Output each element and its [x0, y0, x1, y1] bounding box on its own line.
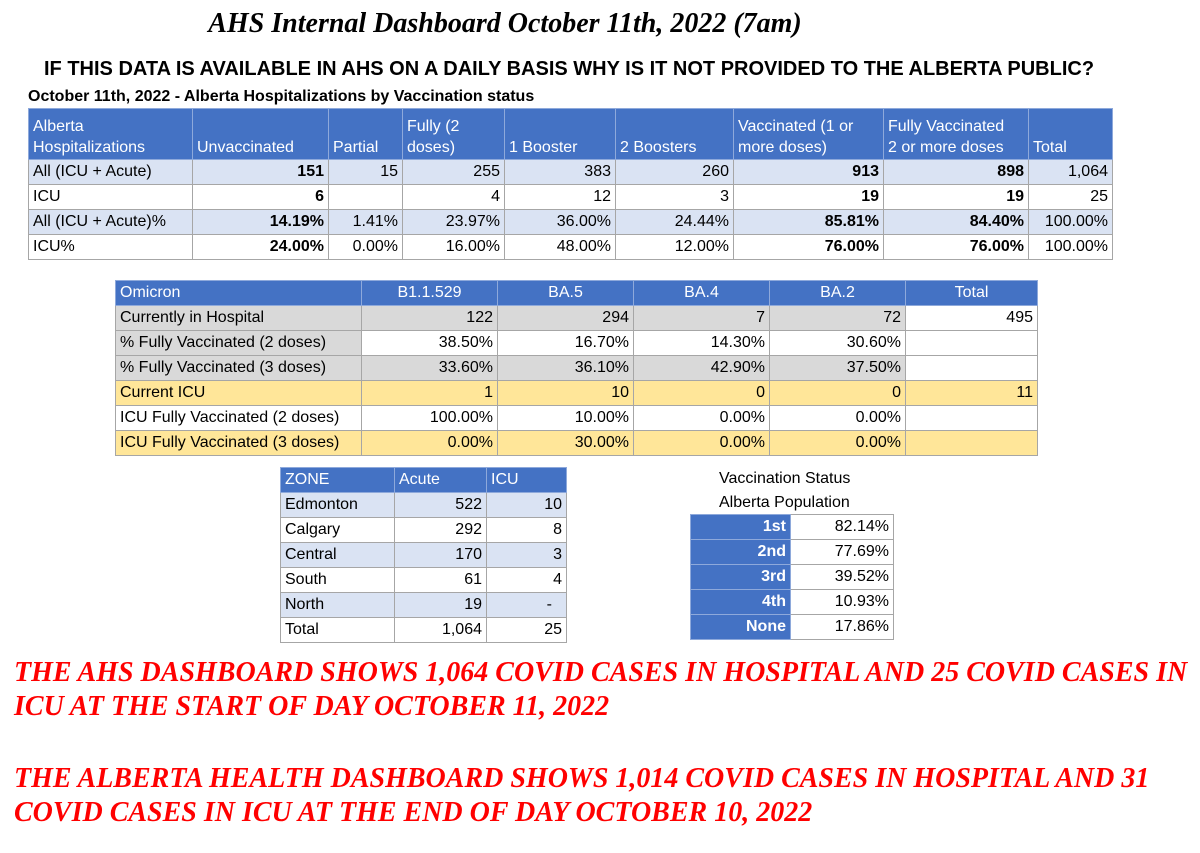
table-row: [116, 356, 1038, 381]
row-label: Central: [281, 543, 395, 568]
table-cell: 3: [616, 185, 734, 210]
table-row: [116, 381, 1038, 406]
table-cell: 170: [395, 543, 487, 568]
table-cell: 1.41%: [329, 210, 403, 235]
dose-label: 4th: [691, 590, 791, 615]
table-cell: 37.50%: [770, 356, 906, 381]
column-header: ZONE: [281, 468, 395, 493]
table-cell: 8: [487, 518, 567, 543]
table-cell: 25: [1029, 185, 1113, 210]
column-header: 1 Booster: [505, 109, 616, 160]
table-row: [116, 406, 1038, 431]
column-header: Total: [906, 281, 1038, 306]
table-cell: 10: [487, 493, 567, 518]
row-label: % Fully Vaccinated (3 doses): [116, 356, 362, 381]
column-header: Acute: [395, 468, 487, 493]
table-cell: 6: [193, 185, 329, 210]
column-header: B1.1.529: [362, 281, 498, 306]
table-cell: 10.93%: [791, 590, 894, 615]
table-cell: 1,064: [1029, 160, 1113, 185]
row-label: South: [281, 568, 395, 593]
table-cell: 30.00%: [498, 431, 634, 456]
hospitalizations-caption: October 11th, 2022 - Alberta Hospitalizations by Vaccination status: [28, 88, 535, 105]
table-cell: 1: [362, 381, 498, 406]
table-row: [281, 568, 567, 593]
table-row: [691, 615, 894, 640]
table-cell: 85.81%: [734, 210, 884, 235]
table-cell: 25: [487, 618, 567, 643]
table-cell: 0.00%: [329, 235, 403, 260]
table-cell: 260: [616, 160, 734, 185]
table-cell: 15: [329, 160, 403, 185]
row-label: ICU Fully Vaccinated (3 doses): [116, 431, 362, 456]
column-header: Total: [1029, 109, 1113, 160]
table-cell: 913: [734, 160, 884, 185]
table-cell: 383: [505, 160, 616, 185]
table-row: [281, 618, 567, 643]
table-cell: 12.00%: [616, 235, 734, 260]
table-cell: 16.00%: [403, 235, 505, 260]
column-header: Omicron: [116, 281, 362, 306]
table-cell: 255: [403, 160, 505, 185]
row-label: % Fully Vaccinated (2 doses): [116, 331, 362, 356]
table-cell: -: [487, 593, 567, 618]
table-cell: 61: [395, 568, 487, 593]
row-label: ICU Fully Vaccinated (2 doses): [116, 406, 362, 431]
column-header: Unvaccinated: [193, 109, 329, 160]
table-cell: 100.00%: [1029, 210, 1113, 235]
table-header-row: [29, 109, 1113, 160]
table-cell: 33.60%: [362, 356, 498, 381]
table-cell: 292: [395, 518, 487, 543]
vaccination-title-line: Alberta Population: [719, 494, 850, 511]
table-row: [691, 540, 894, 565]
table-cell: 14.30%: [634, 331, 770, 356]
table-cell: 3: [487, 543, 567, 568]
table-row: [281, 593, 567, 618]
column-header: BA.2: [770, 281, 906, 306]
table-row: [691, 565, 894, 590]
table-cell: [906, 431, 1038, 456]
table-header-row: [281, 468, 567, 493]
table-cell: 898: [884, 160, 1029, 185]
table-cell: 151: [193, 160, 329, 185]
table-cell: 14.19%: [193, 210, 329, 235]
table-cell: 1,064: [395, 618, 487, 643]
column-header: 2 Boosters: [616, 109, 734, 160]
table-cell: 19: [734, 185, 884, 210]
table-cell: 294: [498, 306, 634, 331]
row-label: Total: [281, 618, 395, 643]
question-heading: IF THIS DATA IS AVAILABLE IN AHS ON A DAILY BASIS WHY IS IT NOT PROVIDED TO THE ALBERTA PUBLIC?: [44, 58, 1095, 80]
row-label: Edmonton: [281, 493, 395, 518]
table-cell: 72: [770, 306, 906, 331]
table-cell: [906, 356, 1038, 381]
table-cell: 76.00%: [884, 235, 1029, 260]
row-label: Currently in Hospital: [116, 306, 362, 331]
column-header: Alberta Hospitalizations: [29, 109, 193, 160]
column-header: Partial: [329, 109, 403, 160]
row-label: ICU: [29, 185, 193, 210]
hospital-count-note: THE AHS DASHBOARD SHOWS 1,064 COVID CASES IN HOSPITAL AND 25 COVID CASES IN ICU AT THE START OF DAY OCTOBER 11, 2022: [14, 657, 1188, 722]
table-cell: 24.00%: [193, 235, 329, 260]
column-header: BA.5: [498, 281, 634, 306]
table-cell: 11: [906, 381, 1038, 406]
row-label: Current ICU: [116, 381, 362, 406]
table-cell: 4: [487, 568, 567, 593]
table-cell: 0: [770, 381, 906, 406]
table-row: [691, 515, 894, 540]
column-header: Vaccinated (1 or more doses): [734, 109, 884, 160]
column-header: BA.4: [634, 281, 770, 306]
table-cell: 77.69%: [791, 540, 894, 565]
dose-label: 3rd: [691, 565, 791, 590]
table-cell: 23.97%: [403, 210, 505, 235]
table-row: [281, 543, 567, 568]
table-row: [116, 431, 1038, 456]
table-cell: 48.00%: [505, 235, 616, 260]
table-cell: 0: [634, 381, 770, 406]
table-row: [691, 590, 894, 615]
dose-label: None: [691, 615, 791, 640]
table-cell: 36.00%: [505, 210, 616, 235]
dose-label: 2nd: [691, 540, 791, 565]
table-cell: 122: [362, 306, 498, 331]
table-cell: 12: [505, 185, 616, 210]
vaccination-status-title: [719, 467, 850, 515]
table-cell: 84.40%: [884, 210, 1029, 235]
table-cell: 4: [403, 185, 505, 210]
table-cell: 30.60%: [770, 331, 906, 356]
row-label: All (ICU + Acute): [29, 160, 193, 185]
table-cell: 495: [906, 306, 1038, 331]
column-header: Fully (2 doses): [403, 109, 505, 160]
table-cell: 38.50%: [362, 331, 498, 356]
table-cell: 7: [634, 306, 770, 331]
table-cell: 42.90%: [634, 356, 770, 381]
table-cell: [906, 406, 1038, 431]
table-cell: [329, 185, 403, 210]
table-header-row: [116, 281, 1038, 306]
column-header: Fully Vaccinated 2 or more doses: [884, 109, 1029, 160]
row-label: Calgary: [281, 518, 395, 543]
hospitalizations-table: [28, 108, 1113, 260]
table-cell: [906, 331, 1038, 356]
row-label: North: [281, 593, 395, 618]
table-row: [29, 160, 1113, 185]
table-cell: 0.00%: [770, 431, 906, 456]
table-cell: 24.44%: [616, 210, 734, 235]
table-cell: 0.00%: [770, 406, 906, 431]
vaccination-title-line: Vaccination Status: [719, 470, 851, 487]
omicron-table: [115, 280, 1038, 456]
table-row: [116, 306, 1038, 331]
table-row: [281, 518, 567, 543]
table-cell: 100.00%: [1029, 235, 1113, 260]
table-cell: 36.10%: [498, 356, 634, 381]
column-header: ICU: [487, 468, 567, 493]
zone-table: [280, 467, 567, 643]
table-cell: 39.52%: [791, 565, 894, 590]
table-row: [281, 493, 567, 518]
table-cell: 16.70%: [498, 331, 634, 356]
table-cell: 19: [395, 593, 487, 618]
page-title: AHS Internal Dashboard October 11th, 2022 (7am): [208, 8, 802, 39]
dashboard-comparison-note: THE ALBERTA HEALTH DASHBOARD SHOWS 1,014 COVID CASES IN HOSPITAL AND 31 COVID CASES IN ICU AT THE END OF DAY OCTOBER 10, 2022: [14, 763, 1150, 828]
vaccination-status-table: [690, 514, 894, 640]
table-cell: 19: [884, 185, 1029, 210]
table-cell: 0.00%: [634, 406, 770, 431]
table-cell: 522: [395, 493, 487, 518]
table-cell: 10.00%: [498, 406, 634, 431]
table-cell: 17.86%: [791, 615, 894, 640]
table-cell: 76.00%: [734, 235, 884, 260]
table-cell: 100.00%: [362, 406, 498, 431]
table-cell: 82.14%: [791, 515, 894, 540]
table-cell: 0.00%: [634, 431, 770, 456]
row-label: All (ICU + Acute)%: [29, 210, 193, 235]
table-row: [116, 331, 1038, 356]
table-row: [29, 235, 1113, 260]
table-cell: 10: [498, 381, 634, 406]
table-row: [29, 210, 1113, 235]
dose-label: 1st: [691, 515, 791, 540]
table-row: [29, 185, 1113, 210]
table-cell: 0.00%: [362, 431, 498, 456]
row-label: ICU%: [29, 235, 193, 260]
